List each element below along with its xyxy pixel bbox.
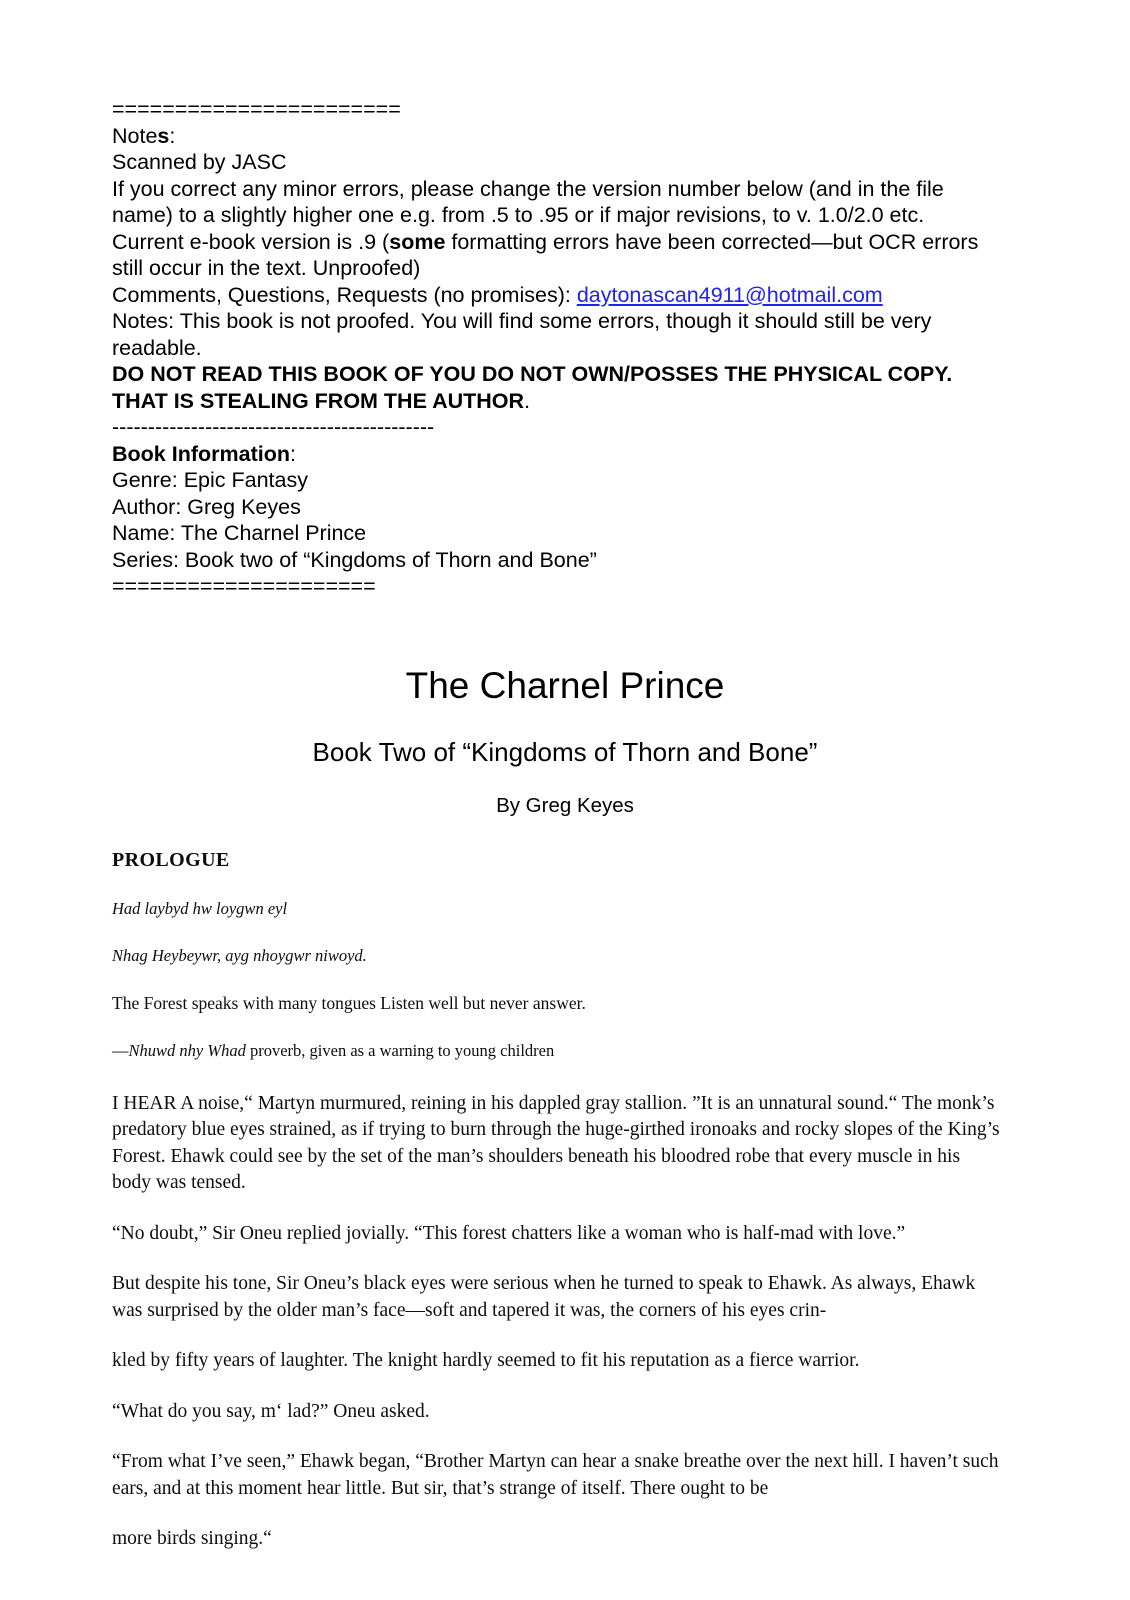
book-genre: Genre: Epic Fantasy xyxy=(112,468,308,492)
attribution-rest: proverb, given as a warning to young children xyxy=(245,1040,555,1060)
book-information-heading xyxy=(112,441,1002,468)
page-subtitle: Book Two of “Kingdoms of Thorn and Bone” xyxy=(312,736,818,767)
notes-section xyxy=(112,96,1002,600)
notes-heading xyxy=(112,123,1002,150)
book-name: Name: The Charnel Prince xyxy=(112,521,367,545)
attribution-dash: — xyxy=(112,1040,129,1060)
body-paragraph: I HEAR A noise,“ Martyn murmured, reining in his dappled gray stallion. ”It is an unnatural sound.“ The monk’s predatory blue eyes strained, as if trying to burn through the huge-girthed ironoaks and rocky slopes of the King’s Forest. Ehawk could see by the set of the man’s shoulders beneath his bloodred robe that every muscle in his body was tensed. xyxy=(112,1092,1000,1193)
page-byline: By Greg Keyes xyxy=(496,793,634,817)
book-information-heading-colon: : xyxy=(289,441,296,466)
notes-heading-post: : xyxy=(169,123,176,148)
epigraph-attribution xyxy=(112,1040,1018,1061)
book-author: Author: Greg Keyes xyxy=(112,494,301,519)
current-version-pre: Current e-book version is .9 ( xyxy=(112,229,390,254)
divider-equals-bottom: ===================== xyxy=(112,574,376,598)
book-series: Series: Book two of “Kingdoms of Thorn and Bone” xyxy=(112,547,597,572)
epigraph-line-2: Nhag Heybeywr, ayg nhoygwr niwoyd. xyxy=(112,945,367,965)
epigraph-translation: The Forest speaks with many tongues Listen well but never answer. xyxy=(112,992,586,1013)
prologue-section xyxy=(112,849,1018,1553)
current-version-note xyxy=(112,229,1002,282)
contact-email-link[interactable]: daytonascan4911@hotmail.com xyxy=(576,282,883,307)
body-paragraph: more birds singing.“ xyxy=(112,1528,272,1549)
version-instructions: If you correct any minor errors, please change the version number below (and in the file name) to a slightly higher one e.g. from .5 to .95 or if major revisions, to v. 1.0/2.0 etc. xyxy=(112,176,944,227)
body-paragraph: “No doubt,” Sir Oneu replied jovially. “This forest chatters like a woman who is half-mad with love.” xyxy=(112,1222,906,1244)
book-information-heading-label: Book Information xyxy=(112,441,290,466)
epigraph-line-1: Had laybyd hw loygwn eyl xyxy=(112,898,288,918)
contact-label: Comments, Questions, Requests (no promises): xyxy=(112,282,577,307)
contact-line xyxy=(112,282,1002,309)
copyright-warning-line1: DO NOT READ THIS BOOK OF YOU DO NOT OWN/POSSES THE PHYSICAL xyxy=(112,362,882,386)
notes-heading-pre: Note xyxy=(112,123,158,148)
copyright-warning-line2: COPY. THAT IS STEALING FROM THE AUTHOR xyxy=(112,362,953,413)
prologue-heading: PROLOGUE xyxy=(112,848,230,871)
copyright-warning-period: . xyxy=(524,388,531,413)
body-paragraph: But despite his tone, Sir Oneu’s black eyes were serious when he turned to speak to Ehawk. As always, Ehawk was surprised by the older man’s face—soft and tapered it was, the corners of his eyes crin- xyxy=(112,1273,976,1321)
current-version-post: formatting errors have been corrected—but OCR errors still occur in the text. Unproofed) xyxy=(112,229,979,280)
proofing-note: Notes: This book is not proofed. You will find some errors, though it should still be very readable. xyxy=(112,309,932,360)
current-version-emphasis: some xyxy=(389,229,446,254)
scanned-by-line: Scanned by JASC xyxy=(112,150,287,174)
divider-dashes: --------------------------------------------- xyxy=(112,415,435,439)
body-paragraph: kled by fifty years of laughter. The knight hardly seemed to fit his reputation as a fierce warrior. xyxy=(112,1350,860,1371)
body-paragraph: “From what I’ve seen,” Ehawk began, “Brother Martyn can hear a snake breathe over the next hill. I haven’t such ears, and at this moment hear little. But sir, that’s strange of itself. There ought to be xyxy=(112,1451,999,1499)
title-section xyxy=(112,664,1018,819)
page-title: The Charnel Prince xyxy=(405,664,725,706)
body-paragraph: “What do you say, m‘ lad?” Oneu asked. xyxy=(112,1400,430,1422)
attribution-source: Nhuwd nhy Whad xyxy=(128,1040,246,1060)
copyright-warning xyxy=(112,361,1002,414)
notes-heading-bold: s xyxy=(157,123,170,148)
divider-equals-top: ======================= xyxy=(112,97,401,121)
